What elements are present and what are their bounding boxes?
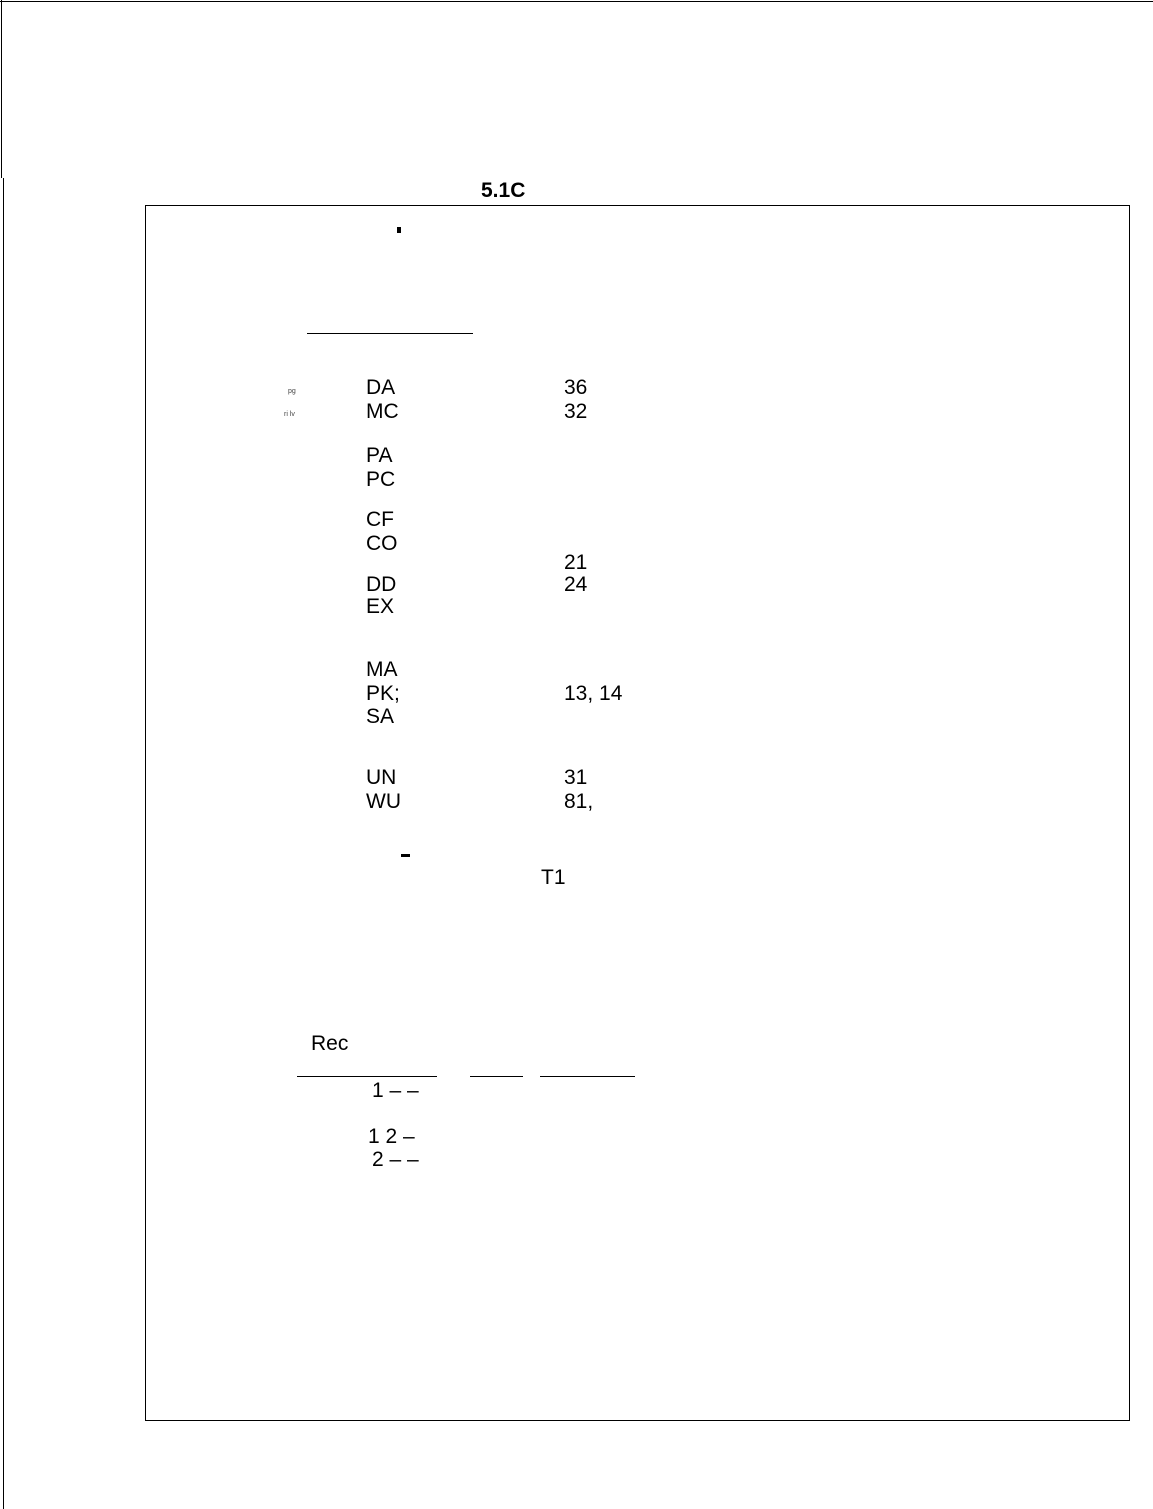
code-ref: 21 — [564, 551, 588, 574]
code-ref: 81, — [564, 790, 594, 813]
code-ref: 32 — [564, 400, 588, 423]
scan-mark-1: pg — [288, 388, 296, 395]
heading-underline — [307, 333, 473, 334]
page-top-edge — [0, 1, 1153, 2]
code-item: DA — [366, 376, 396, 399]
scan-mark-2: ri lv — [284, 411, 295, 418]
rec-row: 1 – – — [372, 1079, 419, 1102]
code-item: UN — [366, 766, 397, 789]
code-ref: 24 — [564, 573, 588, 596]
code-item: MC — [366, 400, 399, 423]
rec-column-rule-3 — [540, 1076, 635, 1077]
code-item: CO — [366, 532, 398, 555]
rec-row: 2 – – — [372, 1148, 419, 1171]
code-item: PC — [366, 468, 396, 491]
page-left-edge-lower — [3, 178, 4, 1509]
code-item: SA — [366, 705, 395, 728]
code-item: PK; — [366, 682, 400, 705]
code-item: PA — [366, 444, 393, 467]
rec-heading: Rec — [311, 1032, 349, 1055]
code-ref: 31 — [564, 766, 588, 789]
rec-row: 1 2 – — [368, 1125, 415, 1148]
code-item: MA — [366, 658, 398, 681]
bullet-mark — [397, 227, 401, 233]
code-ref: 13, 14 — [564, 682, 623, 705]
code-ref: 36 — [564, 376, 588, 399]
code-item: EX — [366, 595, 395, 618]
code-item: DD — [366, 573, 397, 596]
page-left-edge — [1, 0, 2, 178]
code-item: CF — [366, 508, 394, 531]
rec-column-rule-1 — [297, 1076, 437, 1077]
rec-column-rule-2 — [470, 1076, 523, 1077]
code-item: WU — [366, 790, 401, 813]
note-value: T1 — [541, 866, 566, 889]
dash-mark — [401, 854, 410, 857]
section-number: 5.1C — [481, 179, 526, 202]
